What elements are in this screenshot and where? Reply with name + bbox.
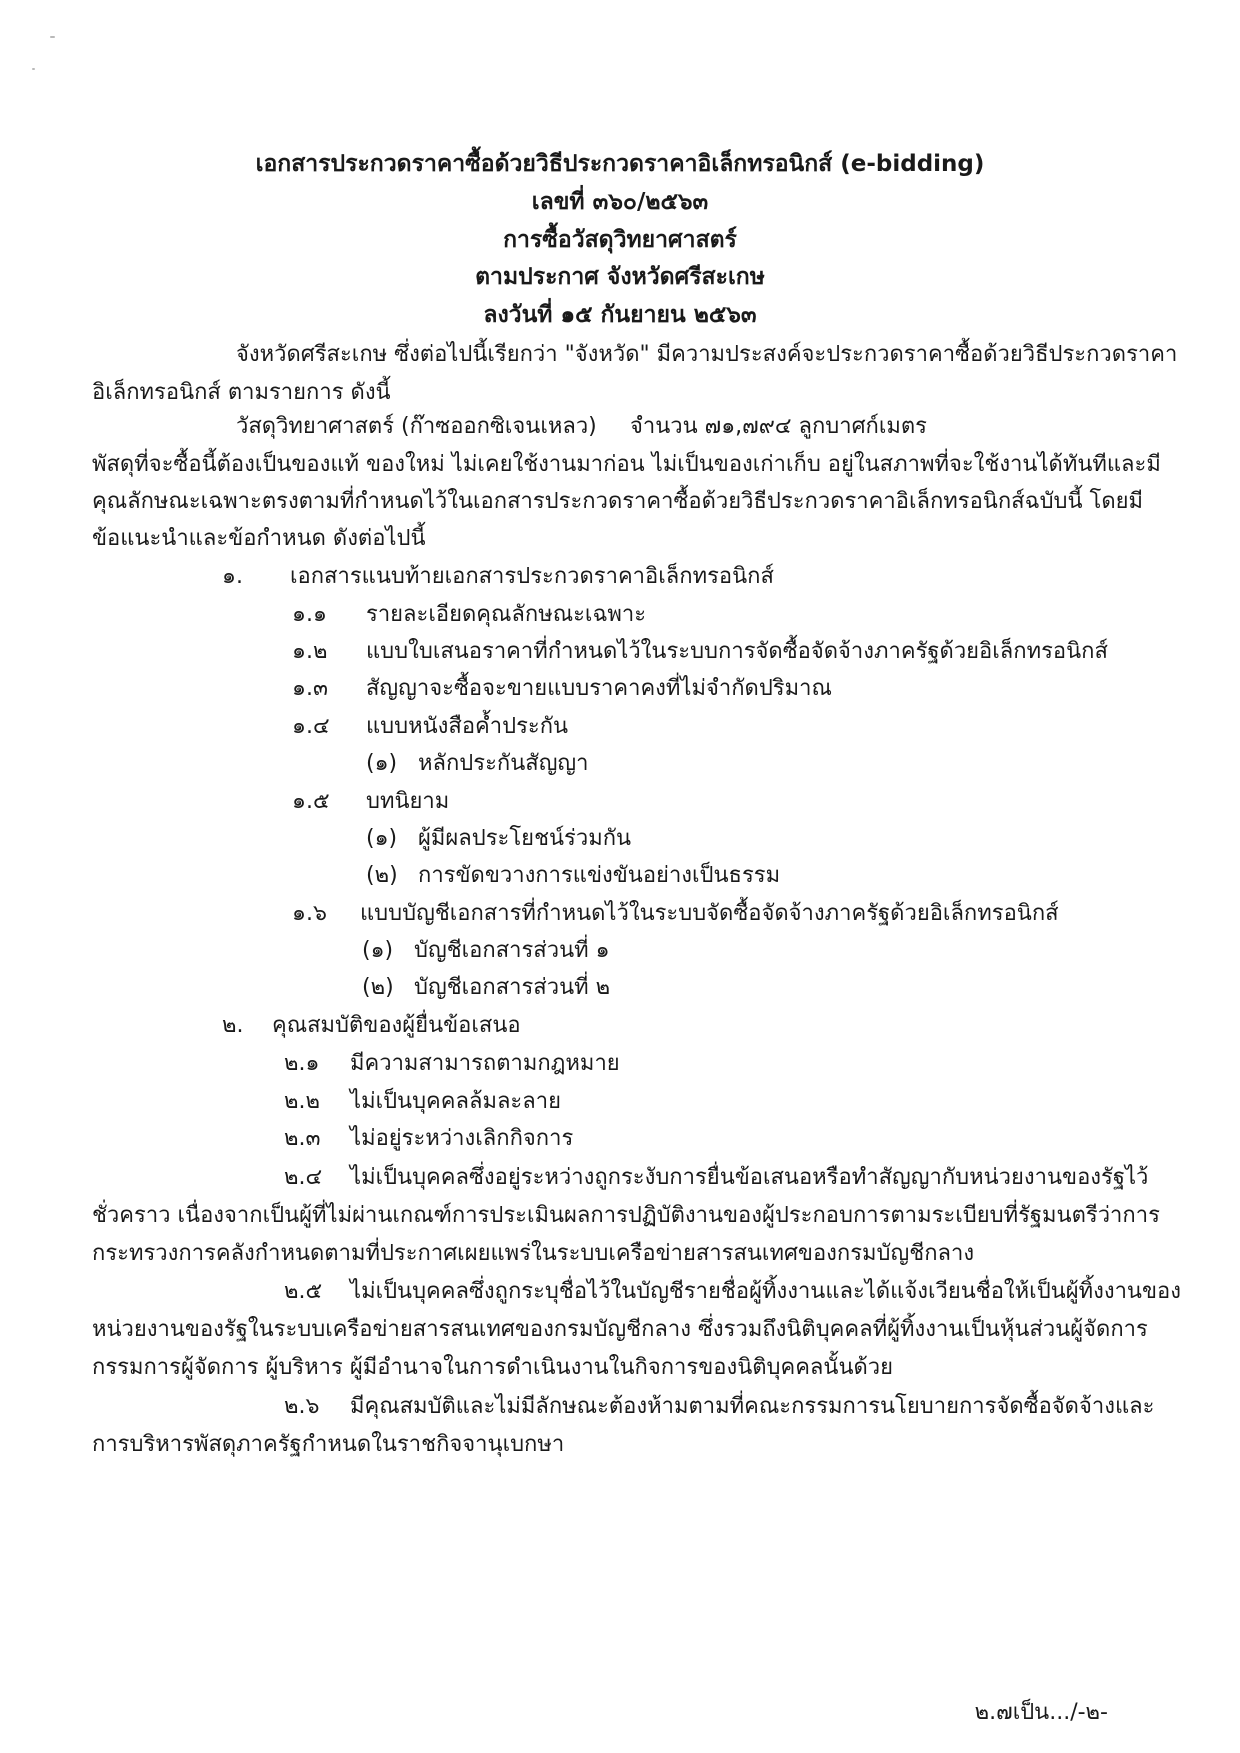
section-1-5-sub-2-text: การขัดขวางการแข่งขันอย่างเป็นธรรม bbox=[418, 863, 781, 888]
section-1-2-text: แบบใบเสนอราคาที่กำหนดไว้ในระบบการจัดซื้อจัดจ้างภาครัฐด้วยอิเล็กทรอนิกส์ bbox=[366, 639, 1108, 664]
section-2-3-number: ๒.๓ bbox=[284, 1126, 321, 1151]
scan-speck bbox=[32, 68, 35, 70]
section-2-6-line-2: การบริหารพัสดุภาครัฐกำหนดในราชกิจจานุเบกษา bbox=[92, 1432, 565, 1457]
section-2-6-line-1: มีคุณสมบัติและไม่มีลักษณะต้องห้ามตามที่คณะกรรมการนโยบายการจัดซื้อจัดจ้างและ bbox=[350, 1394, 1155, 1419]
document-subject: การซื้อวัสดุวิทยาศาสตร์ bbox=[503, 227, 737, 253]
item-quantity: จำนวน ๗๑,๗๙๔ ลูกบาศก์เมตร bbox=[630, 414, 927, 439]
section-2-1-text: มีความสามารถตามกฎหมาย bbox=[350, 1051, 620, 1076]
section-1-number: ๑. bbox=[222, 564, 243, 589]
conditions-line-3: ข้อแนะนำและข้อกำหนด ดังต่อไปนี้ bbox=[92, 526, 426, 551]
section-1-6-sub-1-number: (๑) bbox=[362, 938, 394, 963]
section-2-4-line-1: ไม่เป็นบุคคลซึ่งอยู่ระหว่างถูกระงับการยื่นข้อเสนอหรือทำสัญญากับหน่วยงานของรัฐไว้ bbox=[350, 1165, 1149, 1190]
section-2-5-line-1: ไม่เป็นบุคคลซึ่งถูกระบุชื่อไว้ในบัญชีรายชื่อผู้ทิ้งงานและได้แจ้งเวียนชื่อให้เป็นผู้ทิ้งงานของ bbox=[350, 1279, 1181, 1304]
section-1-2-number: ๑.๒ bbox=[292, 639, 328, 664]
section-2-2-text: ไม่เป็นบุคคลล้มละลาย bbox=[350, 1089, 561, 1114]
section-1-1-number: ๑.๑ bbox=[292, 602, 327, 627]
section-1-4-sub-1-number: (๑) bbox=[366, 751, 398, 776]
document-date: ลงวันที่ ๑๕ กันยายน ๒๕๖๓ bbox=[483, 302, 757, 328]
section-1-4-number: ๑.๔ bbox=[292, 714, 330, 739]
scan-speck bbox=[50, 36, 55, 38]
section-1-5-text: บทนิยาม bbox=[366, 789, 450, 814]
section-1-3-text: สัญญาจะซื้อจะขายแบบราคาคงที่ไม่จำกัดปริมาณ bbox=[366, 676, 832, 701]
document-title: เอกสารประกวดราคาซื้อด้วยวิธีประกวดราคาอิเล็กทรอนิกส์ (e-bidding) bbox=[255, 151, 985, 177]
section-1-5-number: ๑.๕ bbox=[292, 789, 330, 814]
section-2-6-number: ๒.๖ bbox=[284, 1394, 320, 1419]
section-2-number: ๒. bbox=[222, 1013, 244, 1038]
section-2-title: คุณสมบัติของผู้ยื่นข้อเสนอ bbox=[272, 1013, 521, 1038]
section-2-4-line-3: กระทรวงการคลังกำหนดตามที่ประกาศเผยแพร่ในระบบเครือข่ายสารสนเทศของกรมบัญชีกลาง bbox=[92, 1241, 975, 1266]
section-1-6-sub-2-number: (๒) bbox=[362, 975, 394, 1000]
section-1-5-sub-2-number: (๒) bbox=[366, 863, 398, 888]
section-2-4-number: ๒.๔ bbox=[284, 1165, 323, 1190]
intro-line-1: จังหวัดศรีสะเกษ ซึ่งต่อไปนี้เรียกว่า "จังหวัด" มีความประสงค์จะประกวดราคาซื้อด้วยวิธีประกวดราคา bbox=[236, 342, 1178, 367]
section-2-1-number: ๒.๑ bbox=[284, 1051, 320, 1076]
section-2-2-number: ๒.๒ bbox=[284, 1089, 320, 1114]
section-2-5-number: ๒.๕ bbox=[284, 1279, 323, 1304]
page-continuation: ๒.๗เป็น.../-๒- bbox=[974, 1700, 1108, 1725]
section-1-6-sub-2-text: บัญชีเอกสารส่วนที่ ๒ bbox=[414, 975, 611, 1000]
section-2-4-line-2: ชั่วคราว เนื่องจากเป็นผู้ที่ไม่ผ่านเกณฑ์การประเมินผลการปฏิบัติงานของผู้ประกอบการตามระเบียบที่รัฐมนตรีว่าการ bbox=[92, 1203, 1160, 1228]
intro-line-2: อิเล็กทรอนิกส์ ตามรายการ ดังนี้ bbox=[92, 380, 391, 405]
announcement-line: ตามประกาศ จังหวัดศรีสะเกษ bbox=[475, 264, 765, 290]
document-number: เลขที่ ๓๖๐/๒๕๖๓ bbox=[531, 189, 709, 215]
section-2-5-line-2: หน่วยงานของรัฐในระบบเครือข่ายสารสนเทศของกรมบัญชีกลาง ซึ่งรวมถึงนิติบุคคลที่ผู้ทิ้งงานเป็นหุ้นส่วนผู้จัดการ bbox=[92, 1317, 1148, 1342]
section-1-6-sub-1-text: บัญชีเอกสารส่วนที่ ๑ bbox=[414, 938, 610, 963]
section-1-4-text: แบบหนังสือค้ำประกัน bbox=[366, 714, 569, 739]
section-2-5-line-3: กรรมการผู้จัดการ ผู้บริหาร ผู้มีอำนาจในการดำเนินงานในกิจการของนิติบุคคลนั้นด้วย bbox=[92, 1355, 894, 1380]
conditions-line-2: คุณลักษณะเฉพาะตรงตามที่กำหนดไว้ในเอกสารประกวดราคาซื้อด้วยวิธีประกวดราคาอิเล็กทรอนิกส์ฉบับนี้ โดยมี bbox=[92, 489, 1144, 514]
section-1-3-number: ๑.๓ bbox=[292, 676, 328, 701]
section-1-5-sub-1-text: ผู้มีผลประโยชน์ร่วมกัน bbox=[418, 826, 632, 851]
section-1-5-sub-1-number: (๑) bbox=[366, 826, 398, 851]
section-2-3-text: ไม่อยู่ระหว่างเลิกกิจการ bbox=[350, 1126, 574, 1151]
section-1-title: เอกสารแนบท้ายเอกสารประกวดราคาอิเล็กทรอนิกส์ bbox=[290, 564, 774, 589]
section-1-6-text: แบบบัญชีเอกสารที่กำหนดไว้ในระบบจัดซื้อจัดจ้างภาครัฐด้วยอิเล็กทรอนิกส์ bbox=[360, 901, 1059, 926]
section-1-4-sub-1-text: หลักประกันสัญญา bbox=[418, 751, 589, 776]
section-1-1-text: รายละเอียดคุณลักษณะเฉพาะ bbox=[366, 602, 647, 627]
item-name: วัสดุวิทยาศาสตร์ (ก๊าซออกซิเจนเหลว) bbox=[236, 414, 597, 439]
conditions-line-1: พัสดุที่จะซื้อนี้ต้องเป็นของแท้ ของใหม่ ไม่เคยใช้งานมาก่อน ไม่เป็นของเก่าเก็บ อยู่ในสภาพที่จะใช้งานได้ทันทีและมี bbox=[92, 452, 1161, 477]
section-1-6-number: ๑.๖ bbox=[292, 901, 327, 926]
